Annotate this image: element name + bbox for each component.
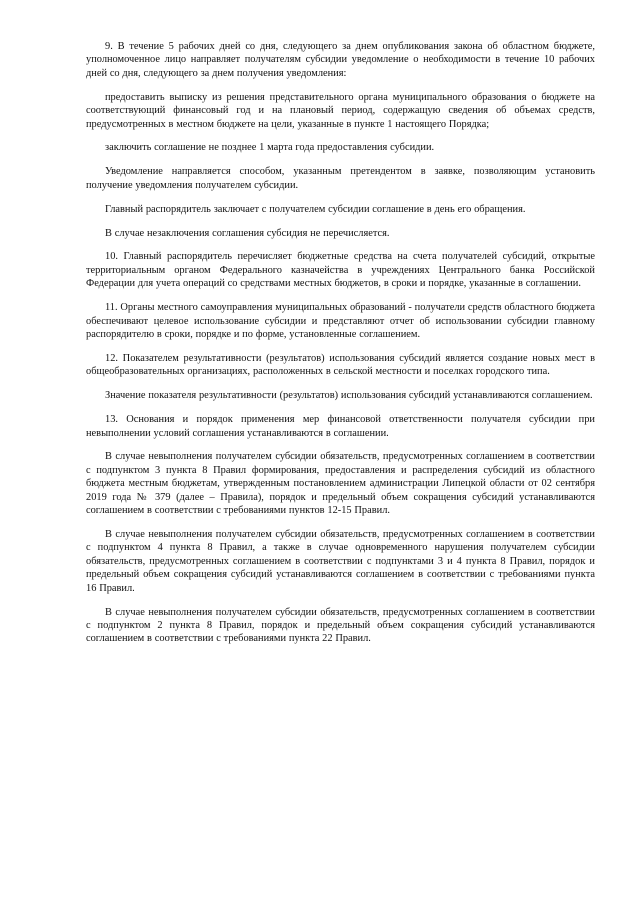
paragraph-9: 9. В течение 5 рабочих дней со дня, следующего за днем опубликования закона об областном бюджете, уполномоченное лицо направляет получателям субсидии уведомление о необходимости в течение 10 рабочих дней со дня, следующего за днем получения уведомления: [86, 41, 595, 79]
paragraph-indicator-value: Значение показателя результативности (результатов) использования субсидий устанавливаются соглашением. [105, 390, 593, 402]
paragraph-12: 12. Показателем результативности (результатов) использования субсидий является создание новых мест в общеобразовательных организациях, расположенных в сельской местности и поселках городского типа. [86, 352, 595, 378]
document-page [86, 40, 595, 656]
paragraph-extract: предоставить выписку из решения представительного органа муниципального образования о бюджете на соответствующий финансовый год и на плановый период, содержащую сведения об объемах средств, предусмотренных в местном бюджете на цели, указанные в пункте 1 настоящего Порядка; [86, 91, 595, 130]
paragraph-case-subpoint-2: В случае невыполнения получателем субсидии обязательств, предусмотренных соглашением в соответствии с подпунктом 2 пункта 8 Правил, порядок и предельный объем сокращения субсидий устанавливаются соглашением в соответствии с требованиями пункта 22 Правил. [86, 606, 595, 645]
paragraph-agreement-deadline: заключить соглашение не позднее 1 марта года предоставления субсидии. [105, 142, 435, 154]
paragraph-11: 11. Органы местного самоуправления муниципальных образований - получатели средств областного бюджета обеспечивают целевое использование субсидии и представляют отчет об использовании субсидии главному распорядителю в сроки, порядке и по форме, установленные соглашением. [86, 302, 595, 340]
paragraph-13: 13. Основания и порядок применения мер финансовой ответственности получателя субсидии при невыполнении условий соглашения устанавливаются в соглашении. [86, 414, 595, 439]
paragraph-main-manager: Главный распорядитель заключает с получателем субсидии соглашение в день его обращения. [105, 203, 526, 215]
paragraph-case-subpoint-4: В случае невыполнения получателем субсидии обязательств, предусмотренных соглашением в соответствии с подпунктом 4 пункта 8 Правил, а также в случае одновременного нарушения получателем субсидии обязательств, предусмотренных соглашением в соответствии с подпунктами 3 и 4 пункта 8 Правил, порядок и предельный объем сокращения субсидий устанавливаются соглашением в соответствии с требованиями пункта 16 Правил. [86, 528, 595, 594]
paragraph-10: 10. Главный распорядитель перечисляет бюджетные средства на счета получателей субсидий, открытые территориальным органом Федерального казначейства в учреждениях Центрального банка Российской Федерации для учета операций со средствами местных бюджетов, в сроки и порядке, указанные в соглашении. [86, 251, 595, 290]
paragraph-no-agreement: В случае незаключения соглашения субсидия не перечисляется. [105, 227, 390, 239]
paragraph-notification-method: Уведомление направляется способом, указанным претендентом в заявке, позволяющим установить получение уведомления получателем субсидии. [86, 166, 595, 191]
paragraph-case-subpoint-3: В случае невыполнения получателем субсидии обязательств, предусмотренных соглашением в соответствии с подпунктом 3 пункта 8 Правил формирования, предоставления и распределения субсидий из областного бюджета местным бюджетам, утвержденным постановлением администрации Липецкой области от 02 сентября 2019 года № 379 (далее – Правила), порядок и предельный объем сокращения субсидий устанавливаются соглашением в соответствии с требованиями пунктов 12-15 Правил. [86, 451, 595, 517]
